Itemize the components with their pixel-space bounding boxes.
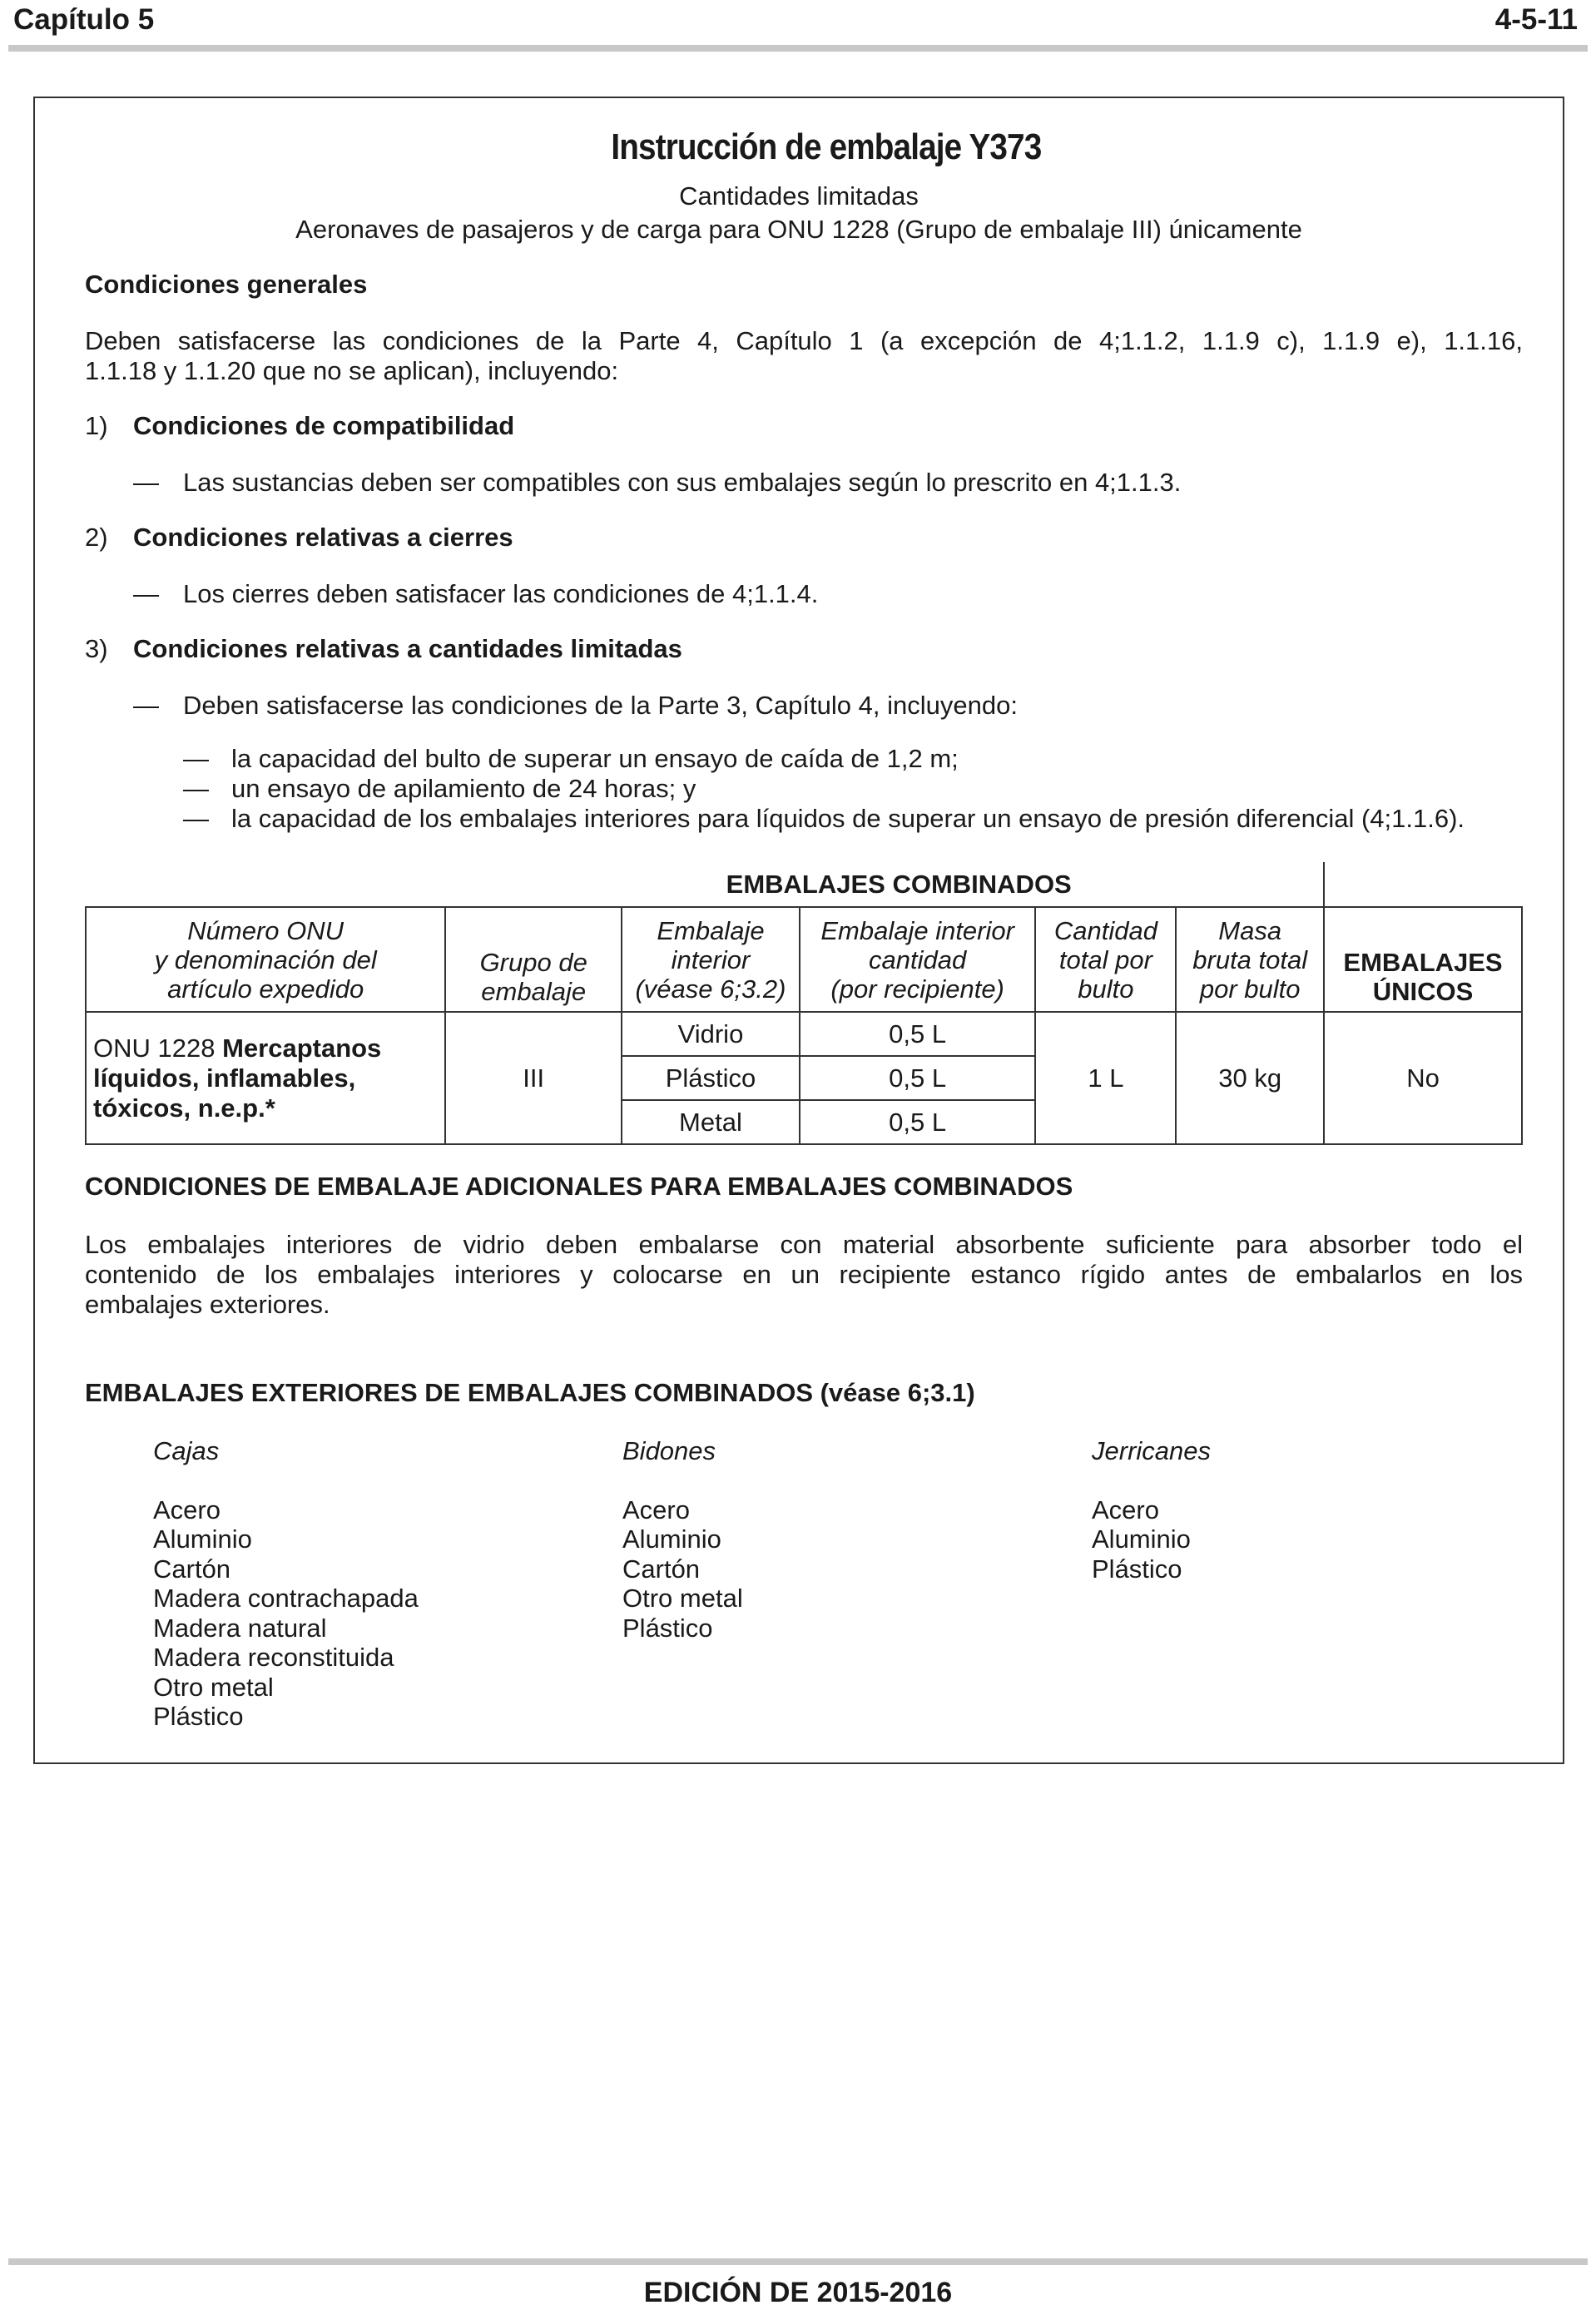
instruction-subtitle-1: Cantidades limitadas	[679, 181, 919, 211]
section-3-number: 3)	[85, 634, 108, 663]
section-1-item: Las sustancias deben ser compatibles con sus embalajes según lo prescrito en 4;1.1.3.	[183, 468, 1182, 497]
un-description-cell	[86, 1012, 445, 1144]
additional-heading: CONDICIONES DE EMBALAJE ADICIONALES PARA EMBALAJES COMBINADOS	[85, 1172, 1073, 1201]
table-blank-cell	[1176, 862, 1324, 907]
list-item: Madera contrachapada	[153, 1584, 419, 1613]
un-name: tóxicos, n.e.p.*	[93, 1093, 275, 1123]
list-item: Acero	[153, 1495, 221, 1524]
col-header-inner-line: (véase 6;3.2)	[635, 974, 786, 1004]
list-item: Otro metal	[622, 1584, 743, 1613]
list-item: Otro metal	[153, 1672, 274, 1702]
list-item: Cartón	[153, 1554, 231, 1584]
total-quantity-cell: 1 L	[1035, 1012, 1176, 1144]
col-header-total-line: total por	[1058, 944, 1152, 974]
section-3-heading: Condiciones relativas a cantidades limitadas	[133, 634, 682, 663]
dash-marker: —	[133, 468, 159, 497]
packing-table	[85, 862, 1523, 1145]
col-header-un-line: artículo expedido	[167, 974, 364, 1004]
dash-marker: —	[133, 579, 159, 608]
subitem-1: la capacidad del bulto de superar un ensayo de caída de 1,2 m;	[231, 744, 959, 773]
additional-line-2: contenido de los embalajes interiores y colocarse en un recipiente estanco rígido antes de embalarlos en los	[85, 1260, 1523, 1289]
outer-column-title: Bidones	[622, 1436, 716, 1465]
col-header-total	[1035, 907, 1176, 1012]
table-row	[86, 1012, 1522, 1056]
list-item: Acero	[1092, 1495, 1159, 1524]
inner-quantity-cell: 0,5 L	[800, 1100, 1036, 1144]
footer-rule	[8, 2258, 1588, 2265]
col-header-group	[445, 907, 622, 1012]
dash-marker: —	[183, 804, 209, 833]
col-header-single	[1324, 907, 1522, 1012]
inner-packaging-cell: Vidrio	[622, 1012, 800, 1056]
col-header-inner-line: interior	[671, 944, 751, 974]
section-2-item: Los cierres deben satisfacer las condiciones de 4;1.1.4.	[183, 579, 819, 608]
col-header-mass-line: por bulto	[1199, 974, 1301, 1004]
list-item: Aluminio	[153, 1524, 252, 1554]
outer-column-title: Cajas	[153, 1436, 220, 1465]
un-name: Mercaptanos	[222, 1033, 382, 1063]
col-header-qty-line: (por recipiente)	[830, 974, 1004, 1004]
col-header-group-line: Grupo de	[479, 948, 587, 977]
dash-marker: —	[183, 744, 209, 773]
general-heading: Condiciones generales	[85, 270, 368, 299]
instruction-box	[33, 97, 1564, 1764]
table-blank-cell	[1324, 862, 1522, 907]
col-header-qty-line: cantidad	[869, 944, 967, 974]
col-header-qty-line: Embalaje interior	[820, 915, 1014, 945]
subitem-3: la capacidad de los embalajes interiores para líquidos de superar un ensayo de presión diferencial (4;1.1.6).	[231, 804, 1465, 833]
dash-marker: —	[133, 691, 159, 720]
chapter-label: Capítulo 5	[13, 3, 155, 36]
packing-group-cell: III	[445, 1012, 622, 1144]
col-header-mass-line: Masa	[1218, 915, 1282, 945]
col-header-un-line: Número ONU	[187, 915, 344, 945]
gross-mass-cell: 30 kg	[1176, 1012, 1324, 1144]
inner-packaging-cell: Plástico	[622, 1056, 800, 1100]
table-blank-cell	[445, 862, 622, 907]
col-header-mass-line: bruta total	[1192, 944, 1308, 974]
col-header-total-line: bulto	[1078, 974, 1134, 1004]
outer-column-cajas	[153, 1436, 419, 1732]
list-item: Madera natural	[153, 1613, 327, 1643]
general-text-line-1: Deben satisfacerse las condiciones de la Parte 4, Capítulo 1 (a excepción de 4;1.1.2, 1.1.9 c), 1.1.9 e), 1.1.16,	[85, 326, 1523, 355]
instruction-title: Instrucción de embalaje Y373	[611, 126, 1042, 167]
inner-packaging-cell: Metal	[622, 1100, 800, 1144]
col-header-inner	[622, 907, 800, 1012]
single-packaging-cell: No	[1324, 1012, 1522, 1144]
section-1-number: 1)	[85, 411, 108, 440]
section-3-item: Deben satisfacerse las condiciones de la Parte 3, Capítulo 4, incluyendo:	[183, 691, 1018, 720]
list-item: Acero	[622, 1495, 690, 1524]
list-item: Aluminio	[1092, 1524, 1191, 1554]
outer-column-bidones	[622, 1436, 743, 1643]
page-number: 4-5-11	[1494, 3, 1578, 36]
un-name: líquidos, inflamables,	[93, 1063, 356, 1093]
col-header-inner-line: Embalaje	[657, 915, 765, 945]
un-number: ONU 1228	[93, 1033, 223, 1063]
section-2-heading: Condiciones relativas a cierres	[133, 523, 513, 552]
col-header-group-line: embalaje	[481, 977, 587, 1006]
additional-line-1: Los embalajes interiores de vidrio deben embalarse con material absorbente suficiente para absorber todo el	[85, 1230, 1523, 1259]
list-item: Aluminio	[622, 1524, 721, 1554]
inner-quantity-cell: 0,5 L	[800, 1056, 1036, 1100]
list-item: Cartón	[622, 1554, 701, 1584]
header-rule	[8, 45, 1588, 52]
list-item: Madera reconstituida	[153, 1643, 394, 1672]
additional-line-3: embalajes exteriores.	[85, 1290, 330, 1319]
col-header-total-line: Cantidad	[1053, 915, 1157, 945]
list-item: Plástico	[153, 1702, 244, 1731]
col-header-single-line: ÚNICOS	[1372, 977, 1474, 1006]
dash-marker: —	[183, 774, 209, 803]
subitem-2: un ensayo de apilamiento de 24 horas; y	[231, 774, 696, 803]
col-header-mass	[1176, 907, 1324, 1012]
section-1-heading: Condiciones de compatibilidad	[133, 411, 515, 440]
instruction-subtitle-2: Aeronaves de pasajeros y de carga para ONU 1228 (Grupo de embalaje III) únicamente	[295, 215, 1302, 244]
inner-quantity-cell: 0,5 L	[800, 1012, 1036, 1056]
edition-label: EDICIÓN DE 2015-2016	[643, 2277, 953, 2308]
general-text-line-2: 1.1.18 y 1.1.20 que no se aplican), incluyendo:	[85, 356, 619, 385]
table-blank-cell	[86, 862, 445, 907]
col-header-single-line: EMBALAJES	[1343, 948, 1503, 977]
outer-column-jerricanes	[1092, 1436, 1211, 1584]
combined-header: EMBALAJES COMBINADOS	[622, 862, 1176, 907]
page-header	[0, 0, 1596, 60]
col-header-un-line: y denominación del	[154, 944, 377, 974]
outer-column-title: Jerricanes	[1092, 1436, 1211, 1465]
list-item: Plástico	[622, 1613, 713, 1643]
section-2-number: 2)	[85, 523, 108, 552]
outer-heading: EMBALAJES EXTERIORES DE EMBALAJES COMBINADOS (véase 6;3.1)	[85, 1378, 975, 1407]
col-header-un	[86, 907, 445, 1012]
col-header-qty	[800, 907, 1036, 1012]
list-item: Plástico	[1092, 1554, 1182, 1584]
